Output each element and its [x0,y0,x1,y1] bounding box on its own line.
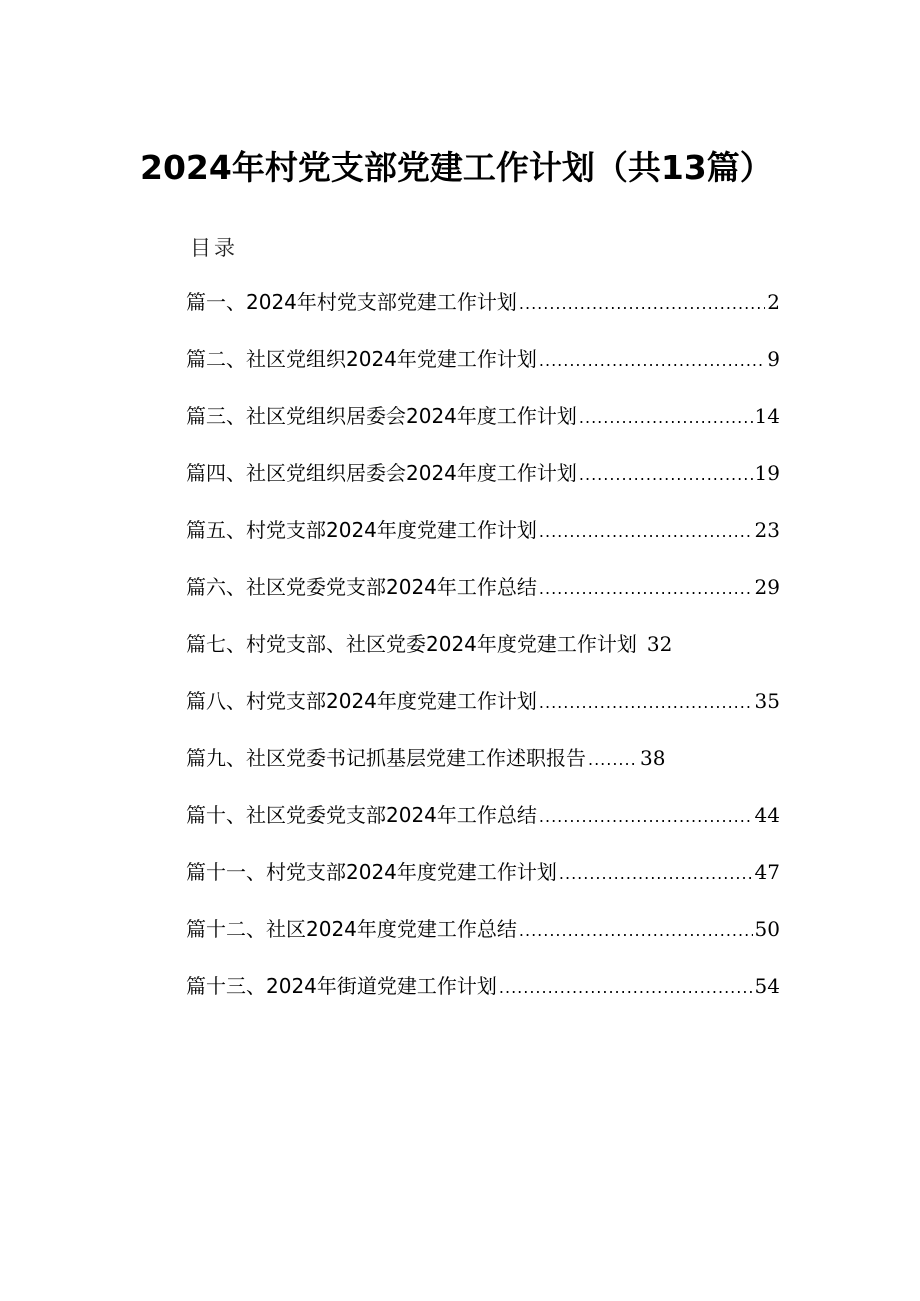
toc-entry-label: 篇五、村党支部2024年度党建工作计划 [186,518,537,542]
toc-leader-dots [539,345,765,377]
toc-entry-label: 篇十二、社区2024年度党建工作总结 [186,917,517,941]
toc-entry-12[interactable] [186,913,780,970]
toc-entry-page: 35 [754,689,780,713]
toc-entry-8[interactable] [186,685,780,742]
toc-entry-page: 14 [754,404,780,428]
toc-entry-page: 2 [767,290,780,314]
toc-entry-5[interactable] [186,514,780,571]
toc-entry-page: 19 [754,461,780,485]
toc-entry-page: 50 [754,917,780,941]
toc-entry-page: 54 [754,974,780,998]
toc-leader-dots [499,972,753,1004]
toc-heading: 目录 [190,236,238,260]
toc-entry-7[interactable] [186,628,780,685]
toc-entry-label: 篇六、社区党委党支部2024年工作总结 [186,575,537,599]
toc-entry-label: 篇七、村党支部、社区党委2024年度党建工作计划 [186,632,637,656]
toc-leader-dots [539,573,753,605]
toc-entry-label: 篇八、村党支部2024年度党建工作计划 [186,689,537,713]
toc-leader-dots [588,744,638,776]
toc-entry-page: 47 [754,860,780,884]
toc-entry-6[interactable] [186,571,780,628]
toc-entry-label: 篇三、社区党组织居委会2024年度工作计划 [186,404,577,428]
toc-entry-13[interactable] [186,970,780,1027]
toc-entry-4[interactable] [186,457,780,514]
toc-entry-page: 44 [754,803,780,827]
toc-entry-label: 篇四、社区党组织居委会2024年度工作计划 [186,461,577,485]
toc-leader-dots [579,459,753,491]
toc-entry-1[interactable] [186,286,780,343]
toc-entry-label: 篇十三、2024年街道党建工作计划 [186,974,497,998]
toc-entry-label: 篇十、社区党委党支部2024年工作总结 [186,803,537,827]
toc-entry-page: 9 [767,347,780,371]
toc-entry-page: 32 [646,632,673,656]
toc-entry-10[interactable] [186,799,780,856]
toc-leader-dots [539,801,753,833]
toc-entry-label: 篇十一、村党支部2024年度党建工作计划 [186,860,557,884]
toc-leader-dots [519,915,753,947]
toc-leader-dots [579,402,753,434]
document-title: 2024年村党支部党建工作计划（共13篇） [140,148,773,187]
toc-entry-9[interactable] [186,742,780,799]
toc-entry-3[interactable] [186,400,780,457]
table-of-contents [186,286,780,1027]
toc-leader-dots [539,516,753,548]
toc-entry-page: 29 [754,575,780,599]
toc-entry-label: 篇一、2024年村党支部党建工作计划 [186,290,517,314]
toc-leader-dots [539,687,753,719]
toc-leader-dots [559,858,753,890]
toc-entry-page: 23 [754,518,780,542]
toc-entry-page: 38 [640,746,666,770]
toc-entry-label: 篇九、社区党委书记抓基层党建工作述职报告 [186,746,586,770]
toc-entry-11[interactable] [186,856,780,913]
toc-entry-label: 篇二、社区党组织2024年党建工作计划 [186,347,537,371]
toc-leader-dots [519,288,765,320]
toc-entry-2[interactable] [186,343,780,400]
